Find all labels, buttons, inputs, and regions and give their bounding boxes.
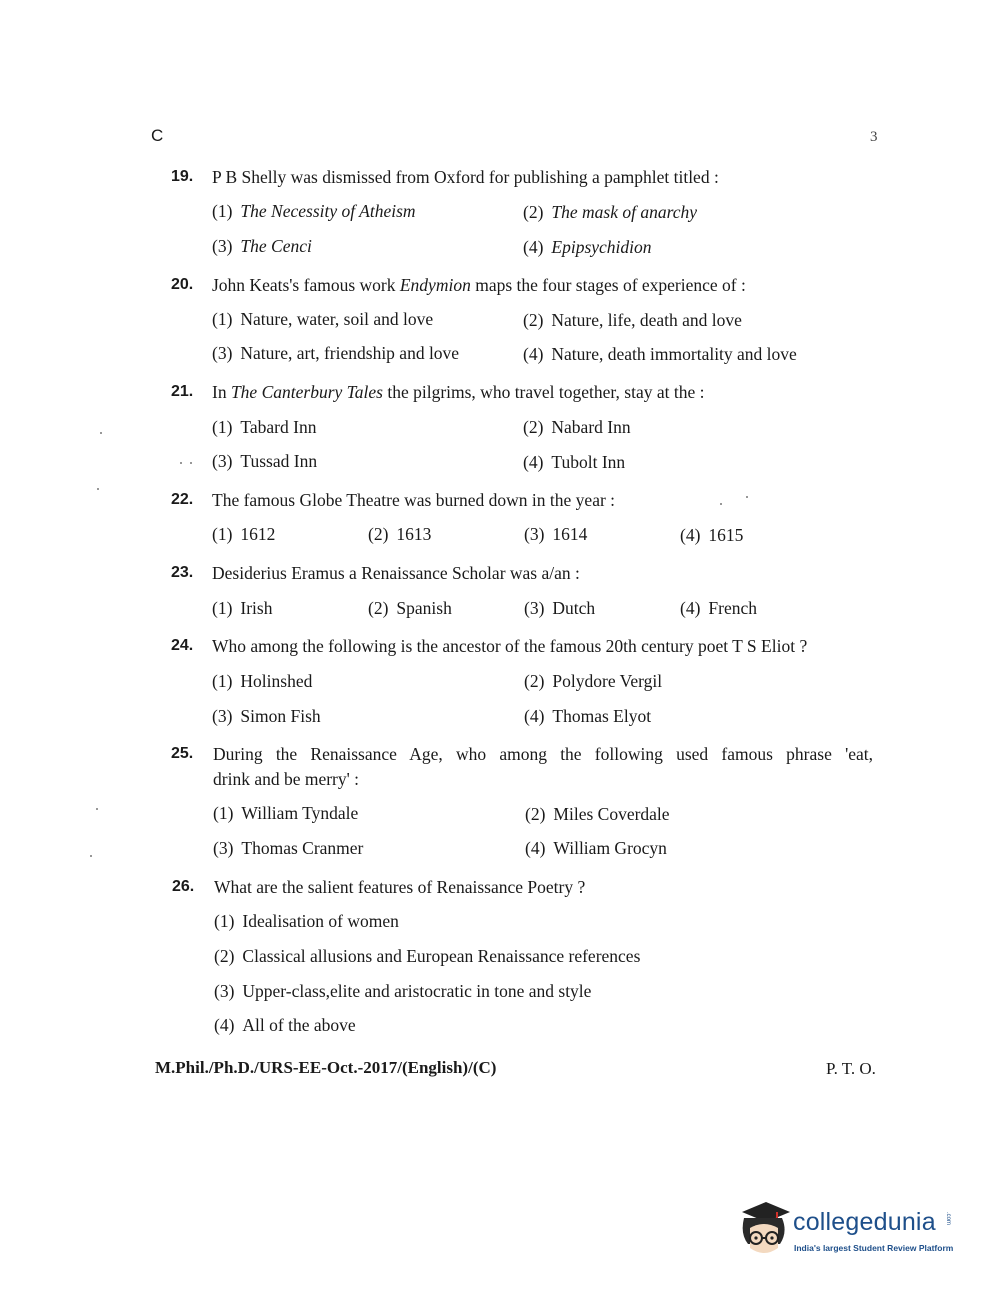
option-2: (2) Classical allusions and European Renaissance references: [214, 946, 641, 966]
mascot-logo-icon: [736, 1198, 792, 1260]
question-number: 23.: [171, 564, 194, 581]
option-4: (4) 1615: [680, 525, 744, 545]
question-number: 19.: [171, 168, 194, 185]
question-number: 26.: [172, 878, 195, 895]
brand-tld: .com: [945, 1212, 951, 1226]
scan-speck: [90, 855, 92, 857]
option-2: (2) Nabard Inn: [523, 417, 631, 437]
option-3: (3) Dutch: [524, 598, 596, 618]
question-number: 22.: [171, 491, 194, 508]
option-3: (3) Upper-class,elite and aristocratic in tone and style: [214, 981, 592, 1001]
option-4: (4) Thomas Elyot: [524, 706, 652, 726]
scan-speck: [746, 496, 748, 498]
option-3: (3) Simon Fish: [212, 706, 321, 726]
option-4: (4) Tubolt Inn: [523, 452, 626, 472]
question-text-line-1: During the Renaissance Age, who among the following used famous phrase 'eat,: [213, 744, 873, 764]
option-3: (3) 1614: [524, 524, 588, 544]
option-2: (2) 1613: [368, 524, 432, 544]
option-4: (4) Epipsychidion: [523, 237, 652, 257]
scan-speck: [720, 503, 722, 505]
scan-speck: [180, 462, 182, 464]
option-3: (3) The Cenci: [212, 236, 312, 256]
option-2: (2) Nature, life, death and love: [523, 310, 742, 330]
scan-speck: [190, 462, 192, 464]
option-4: (4) William Grocyn: [525, 838, 667, 858]
exam-code: M.Phil./Ph.D./URS-EE-Oct.-2017/(English)/(C): [155, 1058, 497, 1077]
question-text: In The Canterbury Tales the pilgrims, who travel together, stay at the :: [212, 382, 705, 402]
question-number: 20.: [171, 276, 194, 293]
scan-speck: [100, 432, 102, 434]
brand-name: collegedunia: [793, 1208, 936, 1236]
page-turn-over: P. T. O.: [826, 1059, 876, 1078]
option-3: (3) Nature, art, friendship and love: [212, 343, 460, 363]
collegedunia-watermark: [736, 1198, 966, 1270]
question-number: 24.: [171, 637, 194, 654]
option-2: (2) Spanish: [368, 598, 452, 618]
option-1: (1) Irish: [212, 598, 273, 618]
option-4: (4) Nature, death immortality and love: [523, 344, 797, 364]
option-2: (2) The mask of anarchy: [523, 202, 698, 222]
brand-tagline: India's largest Student Review Platform: [794, 1243, 954, 1253]
option-2: (2) Polydore Vergil: [524, 671, 663, 691]
option-2: (2) Miles Coverdale: [525, 804, 670, 824]
option-1: (1) Nature, water, soil and love: [212, 309, 434, 329]
scan-speck: [96, 808, 98, 810]
question-text: Who among the following is the ancestor of the famous 20th century poet T S Eliot ?: [212, 636, 808, 656]
scan-speck: [97, 488, 99, 490]
option-4: (4) French: [680, 598, 758, 618]
option-1: (1) William Tyndale: [213, 803, 359, 823]
question-text-line-2: drink and be merry' :: [213, 769, 360, 789]
option-1: (1) Tabard Inn: [212, 417, 317, 437]
option-1: (1) 1612: [212, 524, 276, 544]
question-number: 21.: [171, 383, 194, 400]
question-text: John Keats's famous work Endymion maps the four stages of experience of :: [212, 275, 746, 295]
option-1: (1) The Necessity of Atheism: [212, 201, 416, 221]
question-number: 25.: [171, 745, 194, 762]
option-3: (3) Tussad Inn: [212, 451, 318, 471]
question-text: The famous Globe Theatre was burned down in the year :: [212, 490, 616, 510]
option-1: (1) Idealisation of women: [214, 911, 399, 931]
section-label: C: [151, 126, 164, 145]
question-text: What are the salient features of Renaissance Poetry ?: [214, 877, 586, 897]
question-text: P B Shelly was dismissed from Oxford for publishing a pamphlet titled :: [212, 167, 719, 187]
option-3: (3) Thomas Cranmer: [213, 838, 364, 858]
option-1: (1) Holinshed: [212, 671, 313, 691]
page-number: 3: [870, 129, 878, 145]
option-4: (4) All of the above: [214, 1015, 356, 1035]
question-text: Desiderius Eramus a Renaissance Scholar was a/an :: [212, 563, 580, 583]
